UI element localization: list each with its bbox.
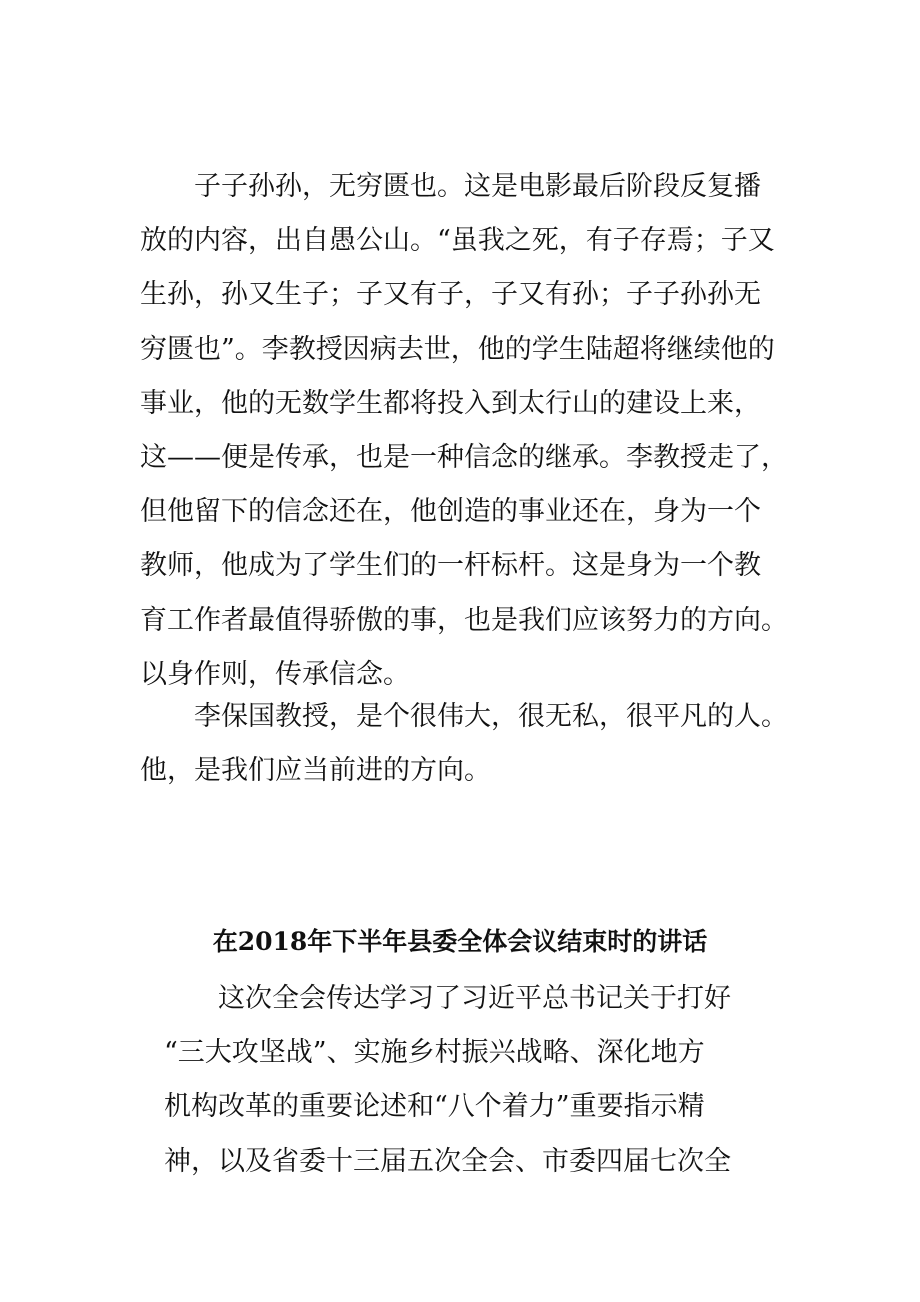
essay-p1-line: 但他留下的信念还在，他创造的事业还在，身为一个 [140,496,761,528]
essay-p1-line: 穷匮也”。李教授因病去世，他的学生陆超将继续他的 [140,333,775,365]
essay-p1-line: 育工作者最值得骄傲的事，也是我们应该努力的方向。 [140,604,788,636]
essay-p1-line: 教师，他成为了学生们的一杆标杆。这是身为一个教 [140,550,761,582]
essay-paragraph-1 [140,160,790,702]
speech-body-line: 机构改革的重要论述和“八个着力”重要指示精 [164,1091,705,1123]
essay-p1-line: 放的内容，出自愚公山。“虽我之死，有子存焉；子又 [140,225,775,257]
essay-p1-line: 事业，他的无数学生都将投入到太行山的建设上来， [140,387,761,419]
speech-body-text [164,972,764,1189]
essay-p1-line: 以身作则，传承信念。 [140,658,410,690]
speech-title: 在2018年下半年县委全体会议结束时的讲话 [212,927,708,956]
essay-p2-line: 他，是我们应当前进的方向。 [140,755,491,787]
essay-paragraph-2-text [140,690,800,798]
essay-paragraph-2 [140,690,800,798]
speech-body [164,972,764,1189]
essay-p1-line: 生孙，孙又生子；子又有子，子又有孙；子子孙孙无 [140,279,761,311]
speech-body-line: 这次全会传达学习了习近平总书记关于打好 [218,983,731,1014]
speech-title-block [140,922,780,962]
essay-p1-line: 子子孙孙，无穷匮也。这是电影最后阶段反复播 [194,171,761,202]
speech-body-line: 神，以及省委十三届五次全会、市委四届七次全 [164,1145,731,1177]
essay-paragraph-1-text [140,160,790,702]
essay-p2-line: 李保国教授，是个很伟大，很无私，很平凡的人。 [194,701,788,732]
speech-body-line: “三大攻坚战”、实施乡村振兴战略、深化地方 [164,1037,705,1069]
essay-p1-line: 这——便是传承，也是一种信念的继承。李教授走了， [140,442,788,474]
